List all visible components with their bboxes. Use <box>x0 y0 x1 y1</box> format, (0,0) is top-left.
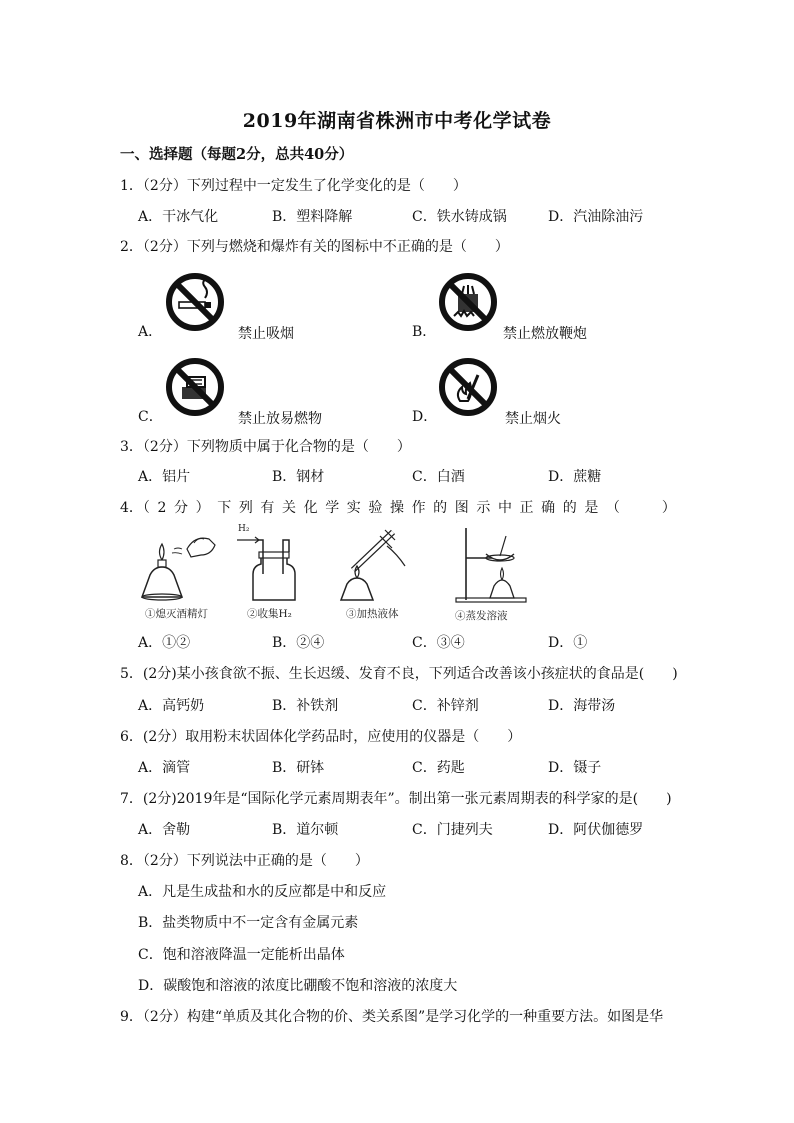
q4-stem-char: 正 <box>519 500 534 516</box>
q5-option-a[interactable]: A．高钙奶 <box>138 698 205 714</box>
q1-option-d[interactable]: D．汽油除油污 <box>548 209 644 225</box>
q4-stem-char: 列 <box>238 500 253 516</box>
q4-stem-char: 关 <box>282 500 296 516</box>
no-fire-icon <box>438 357 498 417</box>
q4-stem-char: 学 <box>325 500 340 516</box>
q4-stem-char: 有 <box>260 500 275 516</box>
q2-option-d-label: 禁止烟火 <box>505 411 561 427</box>
q4-stem-char: 是 <box>584 500 599 516</box>
q2-option-a-letter[interactable]: A． <box>138 324 163 340</box>
q3-option-d[interactable]: D．蔗糖 <box>548 469 602 485</box>
q8-option-c[interactable]: C．饱和溶液降温一定能析出晶体 <box>138 947 345 963</box>
q4-stem-char: 化 <box>303 500 318 516</box>
q4-stem-char: 下 <box>217 500 232 516</box>
q4-stem-char: 中 <box>497 500 512 516</box>
question-7-stem: 7．(2分)2019年是“国际化学元素周期表年”。制出第一张元素周期表的科学家的是( ) <box>120 791 672 807</box>
q4-gas-label: H₂ <box>238 524 250 534</box>
q4-figure-4-caption: ④蒸发溶液 <box>455 610 508 622</box>
q4-stem-char: 2 <box>157 500 167 516</box>
q4-stem-char: 4．（ <box>120 500 150 516</box>
question-6-stem: 6．(2分）取用粉末状固体化学药品时，应使用的仪器是（ ） <box>120 729 522 745</box>
q2-option-a-label: 禁止吸烟 <box>238 326 294 342</box>
q5-option-b[interactable]: B．补铁剂 <box>272 698 339 714</box>
q4-stem-char: 确 <box>541 500 556 516</box>
q4-stem-char: 分 <box>174 500 189 516</box>
q8-option-d[interactable]: D．碳酸饱和溶液的浓度比硼酸不饱和溶液的浓度大 <box>138 978 458 994</box>
question-1-stem: 1．（2分）下列过程中一定发生了化学变化的是（ ） <box>120 178 467 194</box>
q4-option-a[interactable]: A．①② <box>138 635 191 651</box>
q7-option-c[interactable]: C．门捷列夫 <box>412 822 493 838</box>
q1-option-c[interactable]: C．铁水铸成锅 <box>412 209 507 225</box>
question-5-stem: 5．(2分)某小孩食欲不振、生长迟缓、发育不良，下列适合改善该小孩症状的食品是( ) <box>120 666 678 682</box>
q6-option-a[interactable]: A．滴管 <box>138 760 191 776</box>
q1-option-a[interactable]: A．干冰气化 <box>138 209 219 225</box>
q4-option-d[interactable]: D．① <box>548 635 588 651</box>
no-flammables-icon <box>165 357 225 417</box>
alcohol-lamp-blowing-figure <box>132 527 222 602</box>
q3-option-c[interactable]: C．白酒 <box>412 469 465 485</box>
q4-stem-char: 验 <box>368 500 383 516</box>
q4-figure-3-caption: ③加热液体 <box>346 608 399 620</box>
q4-figure-2-caption: ②收集H₂ <box>247 608 292 620</box>
q1-option-b[interactable]: B．塑料降解 <box>272 209 353 225</box>
q3-option-b[interactable]: B．钢材 <box>272 469 325 485</box>
question-3-stem: 3．（2分）下列物质中属于化合物的是（ ） <box>120 439 411 455</box>
q6-option-d[interactable]: D．镊子 <box>548 760 602 776</box>
q8-option-a[interactable]: A．凡是生成盐和水的反应都是中和反应 <box>138 884 387 900</box>
q4-stem-char: 图 <box>454 500 469 516</box>
question-2-stem: 2．（2分）下列与燃烧和爆炸有关的图标中不正确的是（ ） <box>120 239 509 255</box>
q6-option-b[interactable]: B．研钵 <box>272 760 325 776</box>
q4-stem-char: 作 <box>411 500 426 516</box>
q5-option-c[interactable]: C．补锌剂 <box>412 698 479 714</box>
q6-option-c[interactable]: C．药匙 <box>412 760 465 776</box>
q2-option-c-letter[interactable]: C． <box>138 409 163 425</box>
q4-stem-char: （ ） <box>605 500 676 516</box>
q2-option-b-letter[interactable]: B． <box>412 324 437 340</box>
no-firecrackers-icon <box>438 272 498 332</box>
q4-option-c[interactable]: C．③④ <box>412 635 465 651</box>
q5-option-d[interactable]: D．海带汤 <box>548 698 616 714</box>
q8-option-b[interactable]: B．盐类物质中不一定含有金属元素 <box>138 915 359 931</box>
q7-option-d[interactable]: D．阿伏伽德罗 <box>548 822 644 838</box>
question-9-stem: 9．（2分）构建“单质及其化合物的价、类关系图”是学习化学的一种重要方法。如图是华 <box>120 1009 664 1025</box>
q4-stem-char: 的 <box>562 500 577 516</box>
q4-stem-char: 示 <box>476 500 491 516</box>
q4-option-b[interactable]: B．②④ <box>272 635 325 651</box>
q4-stem-char: 实 <box>346 500 361 516</box>
question-4-stem <box>120 499 676 517</box>
q2-option-c-label: 禁止放易燃物 <box>238 411 322 427</box>
question-8-stem: 8．（2分）下列说法中正确的是（ ） <box>120 853 369 869</box>
heating-liquid-figure <box>335 524 415 604</box>
q4-stem-char: 的 <box>433 500 448 516</box>
no-smoking-icon <box>165 272 225 332</box>
section-heading: 一、选择题（每题2分，总共40分） <box>120 146 354 163</box>
q7-option-b[interactable]: B．道尔顿 <box>272 822 339 838</box>
page-title: 2019年湖南省株洲市中考化学试卷 <box>242 110 552 132</box>
q4-stem-char: 操 <box>389 500 404 516</box>
q2-option-b-label: 禁止燃放鞭炮 <box>503 326 587 342</box>
q3-option-a[interactable]: A．铝片 <box>138 469 191 485</box>
q4-stem-char: ） <box>195 500 210 516</box>
q4-figure-1-caption: ①熄灭酒精灯 <box>145 608 208 620</box>
gas-collection-bottle-figure <box>233 524 303 604</box>
q7-option-a[interactable]: A．舍勒 <box>138 822 191 838</box>
q2-option-d-letter[interactable]: D． <box>412 409 438 425</box>
evaporating-solution-figure <box>452 524 532 606</box>
